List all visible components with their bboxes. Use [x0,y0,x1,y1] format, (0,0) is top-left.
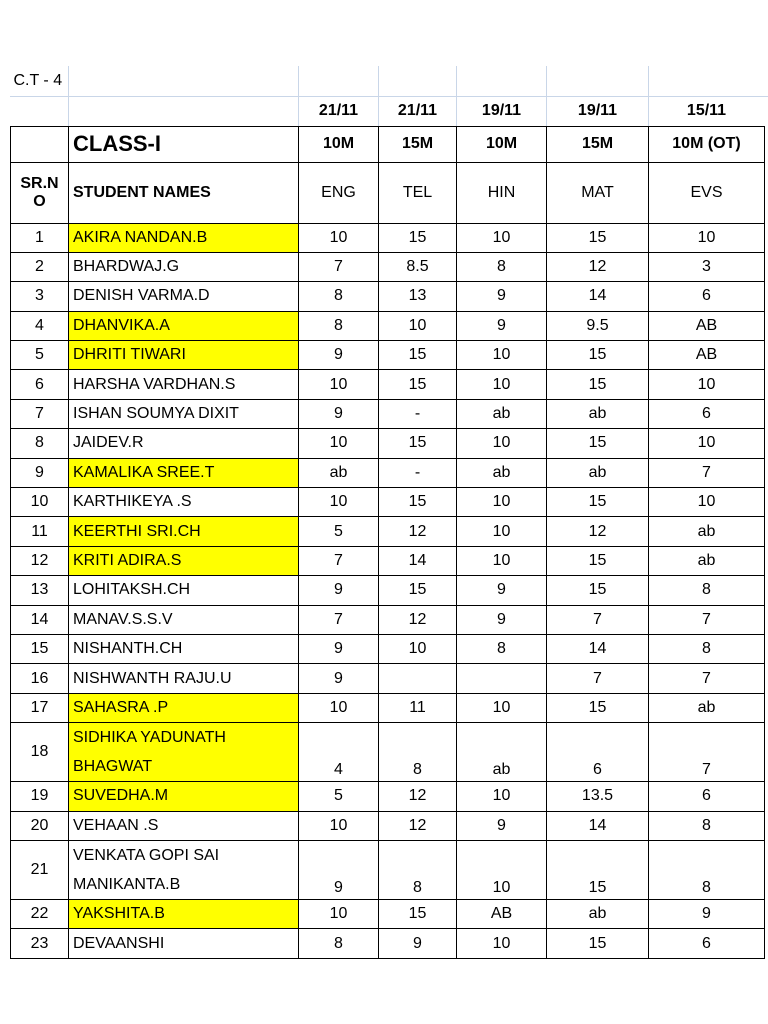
table-row [11,693,765,722]
score-cell: - [379,399,457,428]
score-cell: 7 [299,605,379,634]
score-cell: 10 [649,223,765,252]
score-cell: 10 [457,929,547,958]
table-row [11,282,765,311]
score-cell: 9 [299,576,379,605]
score-cell: 10 [457,429,547,458]
score-cell: 15 [379,341,457,370]
score-cell: 10 [457,546,547,575]
score-cell: 13.5 [547,782,649,811]
sr-no-cell: 20 [11,811,69,840]
score-cell: 13 [379,282,457,311]
student-name-line: SIDHIKA YADUNATH [73,729,226,747]
marks-table [10,66,765,959]
table-row [11,840,765,899]
table-row [11,664,765,693]
student-name-cell: KRITI ADIRA.S [69,546,299,575]
score-cell: 9 [457,605,547,634]
student-name-cell: NISHWANTH RAJU.U [69,664,299,693]
score-cell: 15 [547,370,649,399]
score-cell: ab [649,546,765,575]
score-cell: 12 [379,517,457,546]
score-cell: 8 [649,634,765,663]
score-cell: 9 [379,929,457,958]
date-cell: 15/11 [686,101,727,119]
score-cell: 7 [649,664,765,693]
score-cell: ab [299,458,379,487]
student-name-cell: AKIRA NANDAN.B [69,223,299,252]
score-cell: 9.5 [547,311,649,340]
student-name-cell: HARSHA VARDHAN.S [69,370,299,399]
score-cell: 8 [649,840,765,899]
table-row [11,399,765,428]
score-cell: 8 [649,576,765,605]
score-cell: 8 [649,811,765,840]
score-cell: 11 [379,693,457,722]
date-cell: 21/11 [397,101,438,119]
score-cell: 10 [649,429,765,458]
subject-header: MAT [547,162,649,223]
student-name-cell: DHRITI TIWARI [69,341,299,370]
score-cell: 14 [547,811,649,840]
sr-no-cell: 21 [11,840,69,899]
score-cell: AB [457,899,547,928]
date-cell: 19/11 [577,101,618,119]
sr-no-cell: 22 [11,899,69,928]
score-cell: 10 [649,370,765,399]
score-cell: 10 [457,840,547,899]
score-cell: 12 [379,811,457,840]
score-cell: 15 [379,488,457,517]
sr-no-cell: 9 [11,458,69,487]
score-cell: ab [649,517,765,546]
table-row [11,929,765,958]
score-cell: AB [649,341,765,370]
score-cell: ab [457,399,547,428]
score-cell: 10 [457,693,547,722]
score-cell: 6 [649,282,765,311]
score-cell: 9 [457,576,547,605]
score-cell: 10 [457,370,547,399]
score-cell: 15 [547,223,649,252]
table-row [11,605,765,634]
sr-no-cell: 5 [11,341,69,370]
sr-no-cell: 8 [11,429,69,458]
score-cell: 10 [457,488,547,517]
max-marks-cell: 10M (OT) [649,126,765,162]
score-cell: 7 [299,252,379,281]
score-cell: 6 [649,929,765,958]
student-name-cell: YAKSHITA.B [69,899,299,928]
score-cell: 9 [299,341,379,370]
sr-no-cell: 23 [11,929,69,958]
score-cell: 15 [547,840,649,899]
score-cell: ab [457,458,547,487]
student-name-cell [69,840,299,899]
score-cell: 14 [379,546,457,575]
sr-no-cell: 2 [11,252,69,281]
score-cell: 7 [649,605,765,634]
score-cell [379,664,457,693]
table-row [11,458,765,487]
student-name-cell: KARTHIKEYA .S [69,488,299,517]
sr-no-cell: 6 [11,370,69,399]
score-cell: 8.5 [379,252,457,281]
score-cell: 3 [649,252,765,281]
sr-no-cell: 10 [11,488,69,517]
score-cell: 12 [547,252,649,281]
subject-header: EVS [649,162,765,223]
score-cell: 12 [379,782,457,811]
table-row [11,576,765,605]
sr-no-cell: 17 [11,693,69,722]
score-cell: 9 [299,399,379,428]
score-cell: 8 [379,723,457,782]
score-cell: 6 [649,399,765,428]
score-cell: 9 [457,311,547,340]
class-label: CLASS-I [69,126,299,162]
score-cell: 10 [457,341,547,370]
student-name-cell: KEERTHI SRI.CH [69,517,299,546]
table-row [11,723,765,782]
table-row [11,311,765,340]
score-cell: 7 [649,458,765,487]
score-cell: 8 [299,929,379,958]
score-cell: 7 [299,546,379,575]
score-cell: 7 [649,723,765,782]
score-cell: 12 [379,605,457,634]
score-cell: 10 [299,370,379,399]
student-names-header: STUDENT NAMES [69,162,299,223]
score-cell: 7 [547,664,649,693]
date-cell: 21/11 [318,101,359,119]
subject-header: HIN [457,162,547,223]
score-cell: 10 [299,488,379,517]
sr-no-cell: 19 [11,782,69,811]
score-cell: 8 [379,840,457,899]
score-cell: 10 [299,693,379,722]
sr-no-cell: 13 [11,576,69,605]
score-cell: 9 [649,899,765,928]
max-marks-cell: 10M [457,126,547,162]
student-name-cell: MANAV.S.S.V [69,605,299,634]
header-row [11,162,765,223]
sr-no-header-line2: O [33,192,46,210]
max-marks-cell: 15M [547,126,649,162]
table-row [11,546,765,575]
score-cell: 5 [299,782,379,811]
student-name-line: MANIKANTA.B [73,875,181,893]
score-cell: 10 [299,899,379,928]
sheet-title: C.T - 4 [13,72,63,89]
score-cell: 15 [547,429,649,458]
student-name-cell: LOHITAKSH.CH [69,576,299,605]
table-row [11,223,765,252]
sr-no-cell: 11 [11,517,69,546]
score-cell: 15 [547,488,649,517]
dates-row [11,96,765,126]
student-name-cell: DEVAANSHI [69,929,299,958]
score-cell: ab [649,693,765,722]
score-cell: 6 [547,723,649,782]
table-row [11,811,765,840]
student-name-line: BHAGWAT [73,758,153,776]
score-cell: AB [649,311,765,340]
student-name-cell: KAMALIKA SREE.T [69,458,299,487]
sr-no-cell: 4 [11,311,69,340]
score-cell: 12 [547,517,649,546]
sr-no-cell: 18 [11,723,69,782]
student-name-cell: ISHAN SOUMYA DIXIT [69,399,299,428]
score-cell: 14 [547,634,649,663]
sr-no-header [11,162,69,223]
score-cell: - [379,458,457,487]
student-name-cell [69,723,299,782]
score-cell: 6 [649,782,765,811]
score-cell: 15 [547,546,649,575]
score-cell: 10 [457,223,547,252]
max-marks-cell: 15M [379,126,457,162]
sr-no-header-line1: SR.N [20,174,59,192]
score-cell: 10 [457,782,547,811]
score-cell: 9 [457,282,547,311]
sr-no-cell: 16 [11,664,69,693]
table-row [11,517,765,546]
sr-no-cell: 12 [11,546,69,575]
score-cell: 9 [299,664,379,693]
student-name-cell: NISHANTH.CH [69,634,299,663]
max-marks-cell: 10M [299,126,379,162]
student-name-cell: SUVEDHA.M [69,782,299,811]
table-row [11,782,765,811]
table-row [11,341,765,370]
score-cell: 15 [379,223,457,252]
student-name-cell: JAIDEV.R [69,429,299,458]
table-row [11,370,765,399]
student-name-cell: BHARDWAJ.G [69,252,299,281]
score-cell: 15 [379,899,457,928]
date-cell: 19/11 [481,101,522,119]
score-cell: 10 [649,488,765,517]
student-name-cell: SAHASRA .P [69,693,299,722]
marks-row [11,126,765,162]
score-cell: ab [547,899,649,928]
student-name-line: VENKATA GOPI SAI [73,846,220,864]
score-cell: 15 [547,576,649,605]
sr-no-cell: 3 [11,282,69,311]
score-cell: 9 [299,634,379,663]
student-name-cell: DHANVIKA.A [69,311,299,340]
score-cell: ab [547,458,649,487]
table-row [11,899,765,928]
score-cell: ab [547,399,649,428]
subject-header: ENG [299,162,379,223]
score-cell: 15 [379,576,457,605]
table-row [11,634,765,663]
sr-no-cell: 15 [11,634,69,663]
score-cell [457,664,547,693]
score-cell: 9 [457,811,547,840]
score-cell: 4 [299,723,379,782]
score-cell: 15 [547,693,649,722]
score-cell: 15 [547,929,649,958]
score-cell: 8 [299,311,379,340]
score-cell: 5 [299,517,379,546]
sr-no-cell: 1 [11,223,69,252]
score-cell: 9 [299,840,379,899]
title-row [11,66,765,96]
score-cell: 8 [457,252,547,281]
score-cell: 10 [457,517,547,546]
score-cell: 10 [299,811,379,840]
subject-header: TEL [379,162,457,223]
score-cell: 7 [547,605,649,634]
sr-no-cell: 14 [11,605,69,634]
score-cell: 8 [457,634,547,663]
score-cell: 14 [547,282,649,311]
table-row [11,252,765,281]
score-cell: 10 [379,634,457,663]
sr-no-cell: 7 [11,399,69,428]
table-row [11,429,765,458]
score-cell: ab [457,723,547,782]
score-cell: 8 [299,282,379,311]
score-cell: 15 [379,370,457,399]
student-name-cell: VEHAAN .S [69,811,299,840]
score-cell: 10 [379,311,457,340]
score-cell: 15 [379,429,457,458]
score-cell: 15 [547,341,649,370]
student-name-cell: DENISH VARMA.D [69,282,299,311]
table-row [11,488,765,517]
score-cell: 10 [299,429,379,458]
score-cell: 10 [299,223,379,252]
